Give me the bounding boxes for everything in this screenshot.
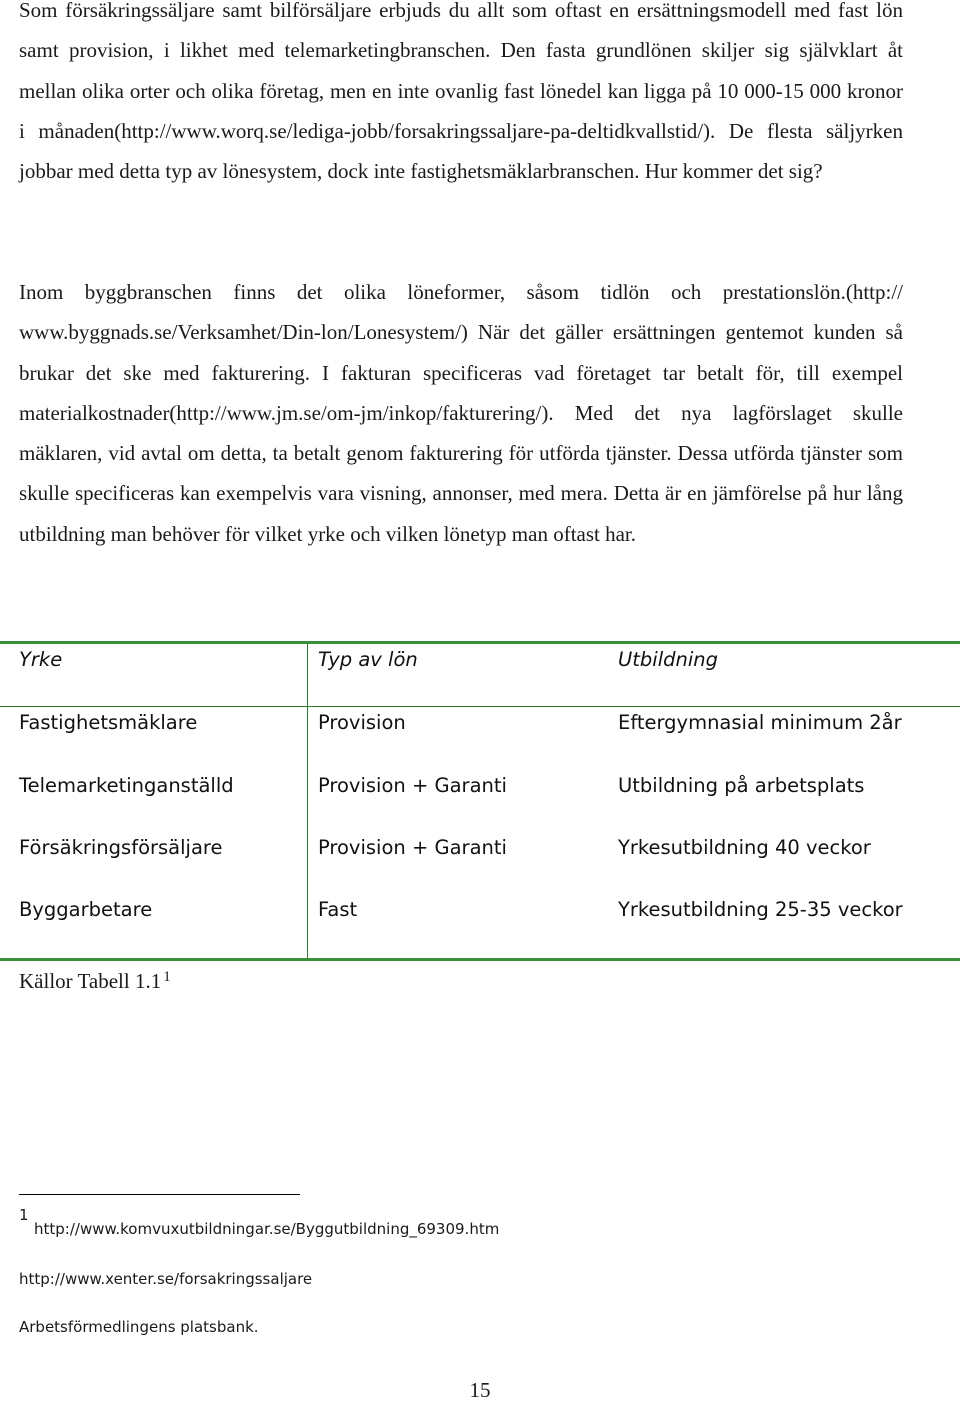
footnote-marker: 1 [19,1206,29,1224]
footnote-source: Arbetsförmedlingens platsbank. [19,1318,259,1336]
footnote-link[interactable]: http://www.xenter.se/forsakringssaljare [19,1270,313,1288]
footnote-reference[interactable]: 1 [163,969,171,985]
table-header-utbildning: Utbildning [618,648,719,671]
table-cell-yrke: Fastighetsmäklare [19,711,198,734]
table-column-divider [307,644,308,958]
table-caption-text: Källor Tabell 1.1 [19,969,162,993]
footnote-separator [19,1194,300,1195]
table-cell-utbildning: Yrkesutbildning 40 veckor [618,836,871,859]
body-paragraph-2: Inom byggbranschen finns det olika löneformer, såsom tidlön och prestationslön.(http:// www.byggnads.se/Verksamhet/Din-lon/Lonesystem/) När det gäller ersättningen gentemot kunden så brukar det ske med fakturering. I fakturan specificeras vad företaget tar betalt för, till exempel materialkostnader(http://www.jm.se/om-jm/inkop/fakturering/). Med det nya lagförslaget skulle mäklaren, vid avtal om detta, ta betalt genom fakturering för utförda tjänster. Dessa utförda tjänster som skulle specificeras kan exempelvis vara visning, annonser, med mera. Detta är en jämförelse på hur lång utbildning man behöver för vilket yrke och vilken lönetyp man oftast har. [19,280,903,546]
footnote-link[interactable]: http://www.komvuxutbildningar.se/Byggutbildning_69309.htm [34,1220,500,1238]
table-header-yrke: Yrke [19,648,63,671]
table-header-typ-av-lon: Typ av lön [318,648,418,671]
table-cell-yrke: Försäkringsförsäljare [19,836,223,859]
table-top-rule [0,641,960,644]
table-cell-yrke: Telemarketinganställd [19,774,234,797]
page-number: 15 [469,1378,491,1402]
table-cell-typ-av-lon: Provision + Garanti [318,774,507,797]
table-cell-typ-av-lon: Provision [318,711,406,734]
table-bottom-rule [0,958,960,961]
table-cell-utbildning: Eftergymnasial minimum 2år [618,711,902,734]
table-cell-typ-av-lon: Fast [318,898,358,921]
table-cell-yrke: Byggarbetare [19,898,153,921]
table-cell-utbildning: Utbildning på arbetsplats [618,774,865,797]
table-header-rule [0,706,960,707]
table-cell-typ-av-lon: Provision + Garanti [318,836,507,859]
body-paragraph-1: Som försäkringssäljare samt bilförsäljare erbjuds du allt som oftast en ersättningsmodell med fast lön samt provision, i likhet med telemarketingbranschen. Den fasta grundlönen skiljer sig självklart åt mellan olika orter och olika företag, men en inte ovanlig fast lönedel kan ligga på 10 000-15 000 kronor i månaden(http://www.worq.se/lediga-jobb/forsakringssaljare-pa-deltidkvallstid/). De flesta säljyrken jobbar med detta typ av lönesystem, dock inte fastighetsmäklarbranschen. Hur kommer det sig? [19,0,903,184]
comparison-table [0,641,960,961]
table-caption [19,966,171,996]
table-cell-utbildning: Yrkesutbildning 25-35 veckor [618,898,903,921]
